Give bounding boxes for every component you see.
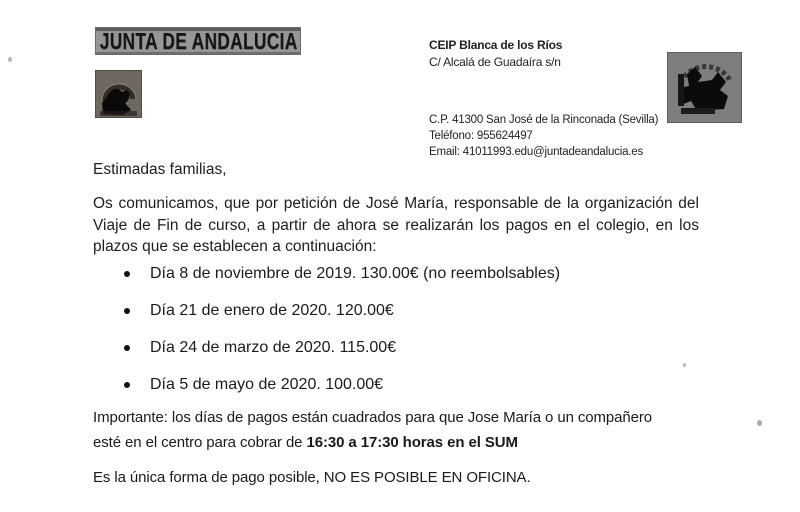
important-line-1: Importante: los días de pagos están cuadrados para que Jose María o un compañero — [93, 409, 653, 426]
bullet-icon — [124, 271, 130, 277]
important-line-2-bold: 16:30 a 17:30 horas en el SUM — [306, 434, 518, 451]
school-email: Email: 41011993.edu@juntadeandalucia.es — [429, 146, 644, 158]
intro-line-1: Os comunicamos, que por petición de José María, responsable de la organización del — [93, 195, 699, 212]
school-postal-city: C.P. 41300 San José de la Rinconada (Sevilla) — [429, 114, 659, 126]
scan-speckle — [683, 363, 686, 367]
payment-item — [124, 376, 560, 394]
school-seal-icon — [667, 52, 742, 123]
payment-item — [124, 302, 560, 320]
scan-speckle — [8, 57, 12, 62]
school-name: CEIP Blanca de los Ríos — [429, 38, 563, 52]
payment-item — [124, 339, 560, 357]
scan-speckle — [757, 420, 762, 426]
junta-banner-text: JUNTA DE ANDALUCIA — [99, 27, 298, 54]
payment-text: Día 21 de enero de 2020. 120.00€ — [150, 302, 394, 319]
bullet-icon — [124, 345, 130, 351]
school-contact-block — [429, 112, 658, 160]
payment-text: Día 8 de noviembre de 2019. 130.00€ (no reembolsables) — [150, 265, 561, 282]
payment-item — [124, 265, 560, 283]
intro-line-2: Viaje de Fin de curso, a partir de ahora se realizarán los pagos en el colegio, en los — [93, 216, 699, 234]
intro-line-3: plazos que se establecen a continuación: — [93, 238, 377, 255]
important-line-2 — [93, 430, 673, 455]
payment-text: Día 5 de mayo de 2020. 100.00€ — [150, 376, 384, 393]
payment-schedule-list — [124, 265, 560, 413]
school-header-block — [429, 37, 562, 71]
junta-de-andalucia-emblem-icon — [95, 70, 142, 118]
school-street: C/ Alcalá de Guadaíra s/n — [429, 55, 561, 69]
intro-paragraph — [93, 193, 699, 258]
salutation: Estimadas familias, — [93, 161, 227, 178]
bullet-icon — [124, 308, 130, 314]
school-phone: Teléfono: 955624497 — [429, 130, 533, 142]
bullet-icon — [124, 382, 130, 388]
junta-de-andalucia-banner — [95, 27, 301, 55]
important-line-2-regular: esté en el centro para cobrar de — [93, 434, 307, 451]
closing-line: Es la única forma de pago posible, NO ES POSIBLE EN OFICINA. — [93, 469, 531, 486]
payment-text: Día 24 de marzo de 2020. 115.00€ — [150, 339, 397, 356]
important-paragraph — [93, 405, 673, 455]
